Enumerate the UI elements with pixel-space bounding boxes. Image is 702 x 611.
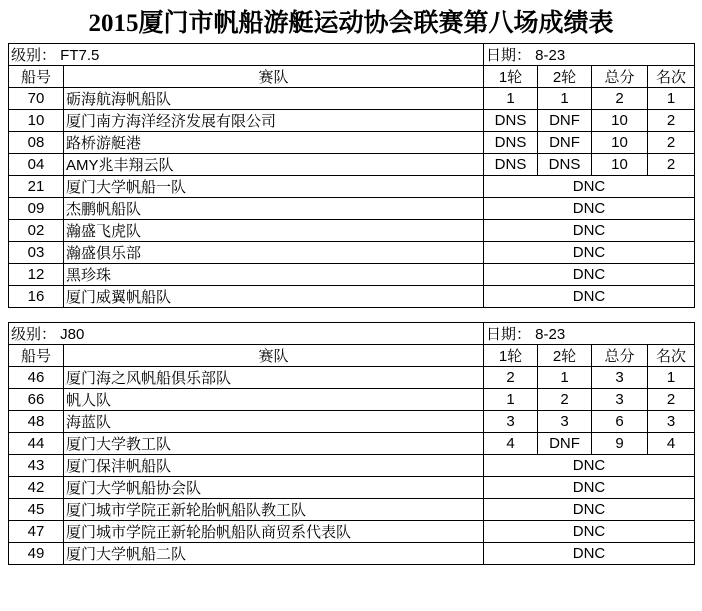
table-row (9, 132, 695, 154)
column-header-boat-no: 船号 (9, 345, 64, 367)
cell-boat-no: 70 (9, 88, 64, 110)
table-row (9, 198, 695, 220)
cell-dnc: DNC (484, 220, 695, 242)
cell-boat-no: 66 (9, 389, 64, 411)
cell-boat-no: 02 (9, 220, 64, 242)
table-row (9, 367, 695, 389)
cell-dnc: DNC (484, 242, 695, 264)
cell-team: 厦门海之风帆船俱乐部队 (64, 367, 484, 389)
column-header-total: 总分 (592, 345, 648, 367)
cell-rank: 3 (648, 411, 695, 433)
table-row (9, 242, 695, 264)
cell-team: 厦门大学帆船二队 (64, 543, 484, 565)
cell-round1: 1 (484, 88, 538, 110)
cell-team: 杰鹏帆船队 (64, 198, 484, 220)
table-row (9, 220, 695, 242)
cell-rank: 2 (648, 389, 695, 411)
cell-round2: 2 (538, 389, 592, 411)
results-table (8, 322, 695, 565)
cell-team: 砺海航海帆船队 (64, 88, 484, 110)
column-header-total: 总分 (592, 66, 648, 88)
table-row (9, 110, 695, 132)
page-title: 2015厦门市帆船游艇运动协会联赛第八场成绩表 (88, 10, 614, 37)
results-table (8, 43, 695, 308)
column-header-round1: 1轮 (484, 345, 538, 367)
cell-boat-no: 09 (9, 198, 64, 220)
cell-round1: 1 (484, 389, 538, 411)
cell-boat-no: 42 (9, 477, 64, 499)
cell-team: 厦门南方海洋经济发展有限公司 (64, 110, 484, 132)
cell-round1: DNS (484, 110, 538, 132)
cell-team: 厦门城市学院正新轮胎帆船队商贸系代表队 (64, 521, 484, 543)
cell-total: 10 (592, 154, 648, 176)
cell-team: 瀚盛俱乐部 (64, 242, 484, 264)
table-row (9, 455, 695, 477)
cell-dnc: DNC (484, 477, 695, 499)
table-row (9, 433, 695, 455)
cell-dnc: DNC (484, 198, 695, 220)
cell-round2: 1 (538, 367, 592, 389)
cell-boat-no: 48 (9, 411, 64, 433)
cell-round2: 3 (538, 411, 592, 433)
cell-dnc: DNC (484, 499, 695, 521)
table-row (9, 543, 695, 565)
column-header-round2: 2轮 (538, 66, 592, 88)
column-header-round2: 2轮 (538, 345, 592, 367)
cell-team: AMY兆丰翔云队 (64, 154, 484, 176)
table-header-row (9, 66, 695, 88)
cell-total: 2 (592, 88, 648, 110)
cell-total: 3 (592, 367, 648, 389)
cell-boat-no: 04 (9, 154, 64, 176)
table-row (9, 499, 695, 521)
cell-rank: 2 (648, 154, 695, 176)
date-label-cell: 日期： 8-23 (484, 44, 695, 66)
cell-round1: DNS (484, 132, 538, 154)
cell-rank: 2 (648, 132, 695, 154)
table-row (9, 88, 695, 110)
cell-rank: 2 (648, 110, 695, 132)
cell-boat-no: 16 (9, 286, 64, 308)
cell-team: 厦门城市学院正新轮胎帆船队教工队 (64, 499, 484, 521)
cell-boat-no: 45 (9, 499, 64, 521)
cell-round1: DNS (484, 154, 538, 176)
cell-round2: DNF (538, 110, 592, 132)
cell-team: 厦门大学帆船协会队 (64, 477, 484, 499)
table-row (9, 264, 695, 286)
cell-round2: DNF (538, 132, 592, 154)
cell-team: 厦门威翼帆船队 (64, 286, 484, 308)
cell-dnc: DNC (484, 286, 695, 308)
cell-round1: 2 (484, 367, 538, 389)
column-header-rank: 名次 (648, 345, 695, 367)
section-spacer (8, 308, 694, 322)
cell-rank: 1 (648, 367, 695, 389)
sections-container (8, 43, 694, 565)
date-label-cell: 日期： 8-23 (484, 323, 695, 345)
cell-boat-no: 47 (9, 521, 64, 543)
column-header-team: 赛队 (64, 345, 484, 367)
cell-boat-no: 08 (9, 132, 64, 154)
cell-boat-no: 03 (9, 242, 64, 264)
cell-team: 路桥游艇港 (64, 132, 484, 154)
cell-dnc: DNC (484, 264, 695, 286)
cell-boat-no: 12 (9, 264, 64, 286)
cell-boat-no: 21 (9, 176, 64, 198)
column-header-boat-no: 船号 (9, 66, 64, 88)
cell-round1: 3 (484, 411, 538, 433)
class-label-cell: 级别： J80 (9, 323, 484, 345)
cell-boat-no: 43 (9, 455, 64, 477)
table-row (9, 389, 695, 411)
column-header-round1: 1轮 (484, 66, 538, 88)
cell-dnc: DNC (484, 455, 695, 477)
table-row (9, 521, 695, 543)
table-row (9, 286, 695, 308)
cell-boat-no: 46 (9, 367, 64, 389)
cell-round2: DNF (538, 433, 592, 455)
cell-boat-no: 49 (9, 543, 64, 565)
cell-round1: 4 (484, 433, 538, 455)
cell-total: 9 (592, 433, 648, 455)
cell-total: 10 (592, 132, 648, 154)
cell-team: 帆人队 (64, 389, 484, 411)
class-label-cell: 级别： FT7.5 (9, 44, 484, 66)
cell-round2: DNS (538, 154, 592, 176)
cell-total: 10 (592, 110, 648, 132)
table-row (9, 176, 695, 198)
cell-rank: 4 (648, 433, 695, 455)
table-row (9, 154, 695, 176)
cell-team: 厦门大学教工队 (64, 433, 484, 455)
cell-team: 厦门大学帆船一队 (64, 176, 484, 198)
table-header-row (9, 345, 695, 367)
column-header-rank: 名次 (648, 66, 695, 88)
cell-total: 6 (592, 411, 648, 433)
cell-team: 黑珍珠 (64, 264, 484, 286)
cell-round2: 1 (538, 88, 592, 110)
cell-team: 厦门保沣帆船队 (64, 455, 484, 477)
table-row (9, 411, 695, 433)
cell-team: 海蓝队 (64, 411, 484, 433)
cell-dnc: DNC (484, 176, 695, 198)
cell-dnc: DNC (484, 543, 695, 565)
section-meta-row (9, 323, 695, 345)
table-row (9, 477, 695, 499)
cell-total: 3 (592, 389, 648, 411)
column-header-team: 赛队 (64, 66, 484, 88)
cell-boat-no: 44 (9, 433, 64, 455)
cell-team: 瀚盛飞虎队 (64, 220, 484, 242)
cell-rank: 1 (648, 88, 695, 110)
section-meta-row (9, 44, 695, 66)
cell-dnc: DNC (484, 521, 695, 543)
cell-boat-no: 10 (9, 110, 64, 132)
